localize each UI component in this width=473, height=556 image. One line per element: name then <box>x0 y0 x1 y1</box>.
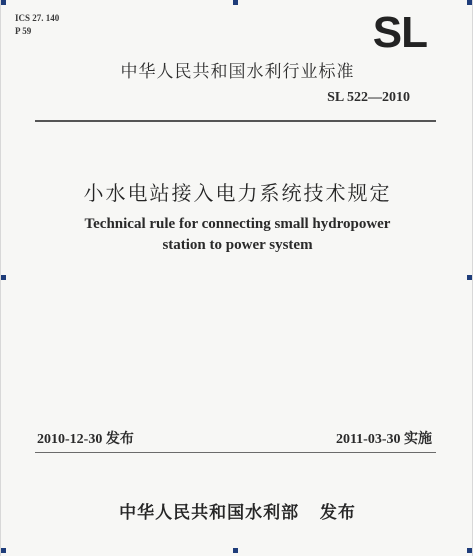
title-english <box>1 214 473 256</box>
frame-marker-bottom-mid <box>233 548 238 553</box>
frame-marker-top-right <box>467 0 472 5</box>
date-divider <box>35 452 436 453</box>
standard-category: 中华人民共和国水利行业标准 <box>120 62 355 82</box>
frame-marker-mid-left <box>1 275 6 280</box>
frame-marker-bottom-right <box>467 548 472 553</box>
sl-logo: SL <box>372 8 427 57</box>
title-chinese: 小水电站接入电力系统技术规定 <box>83 181 392 205</box>
ccs-code: P 59 <box>15 26 32 36</box>
header-divider <box>35 120 436 122</box>
effective-date: 2011-03-30 实施 <box>335 432 432 447</box>
issue-date: 2010-12-30 发布 <box>37 432 134 447</box>
frame-marker-mid-right <box>467 275 472 280</box>
title-english-line-2: station to power system <box>162 237 313 253</box>
title-english-line-1: Technical rule for connecting small hydropower <box>84 216 391 232</box>
frame-marker-top-mid <box>233 0 238 5</box>
classification-codes <box>15 12 59 38</box>
frame-marker-top-left <box>1 0 6 5</box>
standard-number: SL 522—2010 <box>327 90 410 105</box>
publisher: 中华人民共和国水利部 发布 <box>119 503 356 523</box>
frame-marker-bottom-left <box>1 548 6 553</box>
ics-code: ICS 27. 140 <box>15 13 60 23</box>
